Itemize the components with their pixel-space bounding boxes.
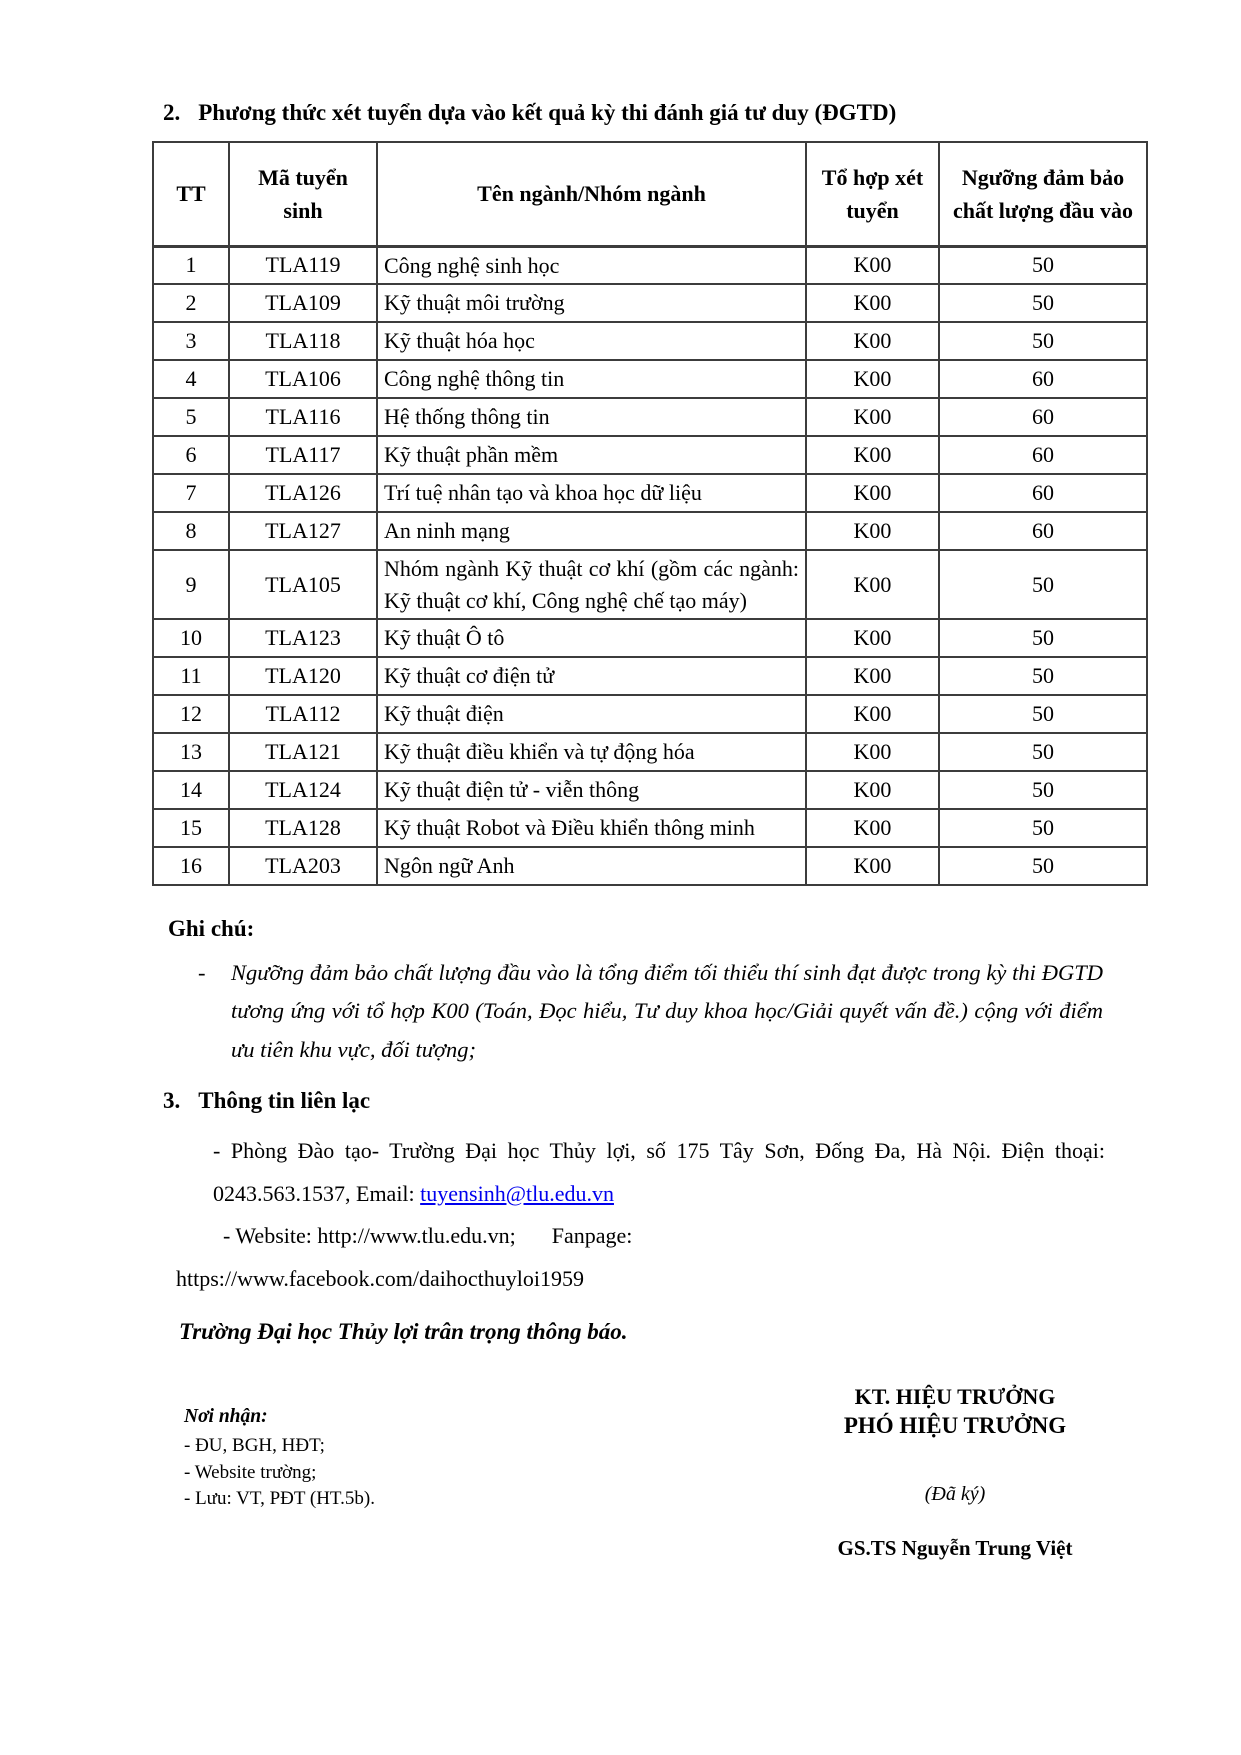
signatory-name: GS.TS Nguyễn Trung Việt bbox=[837, 1536, 1073, 1561]
exam-combination-cell: K00 bbox=[806, 847, 939, 885]
header-tt: TT bbox=[153, 142, 229, 246]
closing-statement: Trường Đại học Thủy lợi trân trọng thông báo. bbox=[179, 1319, 628, 1345]
section-2-number: 2. bbox=[163, 100, 181, 125]
table-row bbox=[153, 847, 1147, 885]
table-row bbox=[153, 322, 1147, 360]
row-index-cell: 12 bbox=[153, 695, 229, 733]
major-name-cell: Hệ thống thông tin bbox=[377, 398, 806, 436]
signature-block bbox=[790, 1383, 1120, 1561]
table-row bbox=[153, 657, 1147, 695]
exam-combination-cell: K00 bbox=[806, 695, 939, 733]
exam-combination-cell: K00 bbox=[806, 398, 939, 436]
contact-address-line bbox=[213, 1130, 1105, 1216]
row-index-cell: 14 bbox=[153, 771, 229, 809]
section-3-title: Thông tin liên lạc bbox=[198, 1087, 371, 1113]
exam-combination-cell: K00 bbox=[806, 322, 939, 360]
threshold-cell: 60 bbox=[939, 436, 1147, 474]
major-name-cell: Công nghệ thông tin bbox=[377, 360, 806, 398]
threshold-cell: 60 bbox=[939, 474, 1147, 512]
major-name-cell: Nhóm ngành Kỹ thuật cơ khí (gồm các ngành: Kỹ thuật cơ khí, Công nghệ chế tạo máy) bbox=[377, 550, 806, 620]
header-admission-code: Mã tuyển sinh bbox=[229, 142, 377, 246]
recipient-item: - Lưu: VT, PĐT (HT.5b). bbox=[184, 1488, 375, 1510]
threshold-cell: 50 bbox=[939, 847, 1147, 885]
exam-combination-cell: K00 bbox=[806, 550, 939, 620]
signature-title-line2: PHÓ HIỆU TRƯỞNG bbox=[843, 1413, 1067, 1439]
recipients-block bbox=[184, 1403, 375, 1513]
threshold-cell: 50 bbox=[939, 619, 1147, 657]
admission-code-cell: TLA105 bbox=[229, 550, 377, 620]
website-text: - Website: http://www.tlu.edu.vn; bbox=[223, 1223, 516, 1249]
threshold-cell: 60 bbox=[939, 512, 1147, 550]
exam-combination-cell: K00 bbox=[806, 246, 939, 284]
admission-code-cell: TLA109 bbox=[229, 284, 377, 322]
note-dash: - bbox=[198, 959, 206, 985]
exam-combination-cell: K00 bbox=[806, 619, 939, 657]
major-name-cell: Kỹ thuật điện bbox=[377, 695, 806, 733]
table-row bbox=[153, 771, 1147, 809]
major-name-cell: Kỹ thuật môi trường bbox=[377, 284, 806, 322]
footer bbox=[152, 1379, 1147, 1609]
table-row bbox=[153, 284, 1147, 322]
signed-note: (Đã ký) bbox=[924, 1483, 986, 1506]
major-name-cell: An ninh mạng bbox=[377, 512, 806, 550]
recipients-heading: Nơi nhận: bbox=[184, 1405, 268, 1427]
table-row bbox=[153, 246, 1147, 284]
table-row bbox=[153, 809, 1147, 847]
admission-code-cell: TLA117 bbox=[229, 436, 377, 474]
threshold-cell: 50 bbox=[939, 284, 1147, 322]
exam-combination-cell: K00 bbox=[806, 436, 939, 474]
exam-combination-cell: K00 bbox=[806, 657, 939, 695]
admission-table bbox=[152, 141, 1148, 886]
row-index-cell: 4 bbox=[153, 360, 229, 398]
section-3-heading bbox=[163, 1088, 1147, 1114]
row-index-cell: 15 bbox=[153, 809, 229, 847]
table-row bbox=[153, 619, 1147, 657]
row-index-cell: 7 bbox=[153, 474, 229, 512]
row-index-cell: 13 bbox=[153, 733, 229, 771]
admission-code-cell: TLA123 bbox=[229, 619, 377, 657]
section-2-heading bbox=[163, 100, 1147, 126]
threshold-cell: 50 bbox=[939, 550, 1147, 620]
threshold-cell: 50 bbox=[939, 771, 1147, 809]
exam-combination-cell: K00 bbox=[806, 360, 939, 398]
major-name-cell: Kỹ thuật hóa học bbox=[377, 322, 806, 360]
contact-facebook-line: https://www.facebook.com/daihocthuyloi1959 bbox=[176, 1266, 584, 1292]
admission-code-cell: TLA203 bbox=[229, 847, 377, 885]
exam-combination-cell: K00 bbox=[806, 512, 939, 550]
row-index-cell: 9 bbox=[153, 550, 229, 620]
email-link[interactable]: tuyensinh@tlu.edu.vn bbox=[420, 1180, 614, 1206]
header-exam-combination: Tổ hợp xét tuyển bbox=[806, 142, 939, 246]
admission-code-cell: TLA124 bbox=[229, 771, 377, 809]
major-name-cell: Kỹ thuật phần mềm bbox=[377, 436, 806, 474]
header-major-name: Tên ngành/Nhóm ngành bbox=[377, 142, 806, 246]
row-index-cell: 10 bbox=[153, 619, 229, 657]
major-name-cell: Kỹ thuật điều khiển và tự động hóa bbox=[377, 733, 806, 771]
major-name-cell: Kỹ thuật điện tử - viễn thông bbox=[377, 771, 806, 809]
threshold-cell: 50 bbox=[939, 695, 1147, 733]
threshold-cell: 60 bbox=[939, 360, 1147, 398]
major-name-cell: Ngôn ngữ Anh bbox=[377, 847, 806, 885]
row-index-cell: 2 bbox=[153, 284, 229, 322]
admission-code-cell: TLA126 bbox=[229, 474, 377, 512]
table-row bbox=[153, 733, 1147, 771]
exam-combination-cell: K00 bbox=[806, 771, 939, 809]
row-index-cell: 3 bbox=[153, 322, 229, 360]
major-name-cell: Kỹ thuật cơ điện tử bbox=[377, 657, 806, 695]
contact-address-text: - Phòng Đào tạo- Trường Đại học Thủy lợi, số 175 Tây Sơn, Đống Đa, Hà Nội. Điện thoại: 0243.563.1537, Email: bbox=[213, 1137, 1105, 1206]
table-body bbox=[153, 246, 1147, 885]
threshold-cell: 50 bbox=[939, 322, 1147, 360]
admission-code-cell: TLA118 bbox=[229, 322, 377, 360]
admission-code-cell: TLA116 bbox=[229, 398, 377, 436]
admission-code-cell: TLA121 bbox=[229, 733, 377, 771]
note-text: Ngưỡng đảm bảo chất lượng đầu vào là tổng điểm tối thiểu thí sinh đạt được trong kỳ thi ĐGTD tương ứng với tổ hợp K00 (Toán, Đọc hiểu, Tư duy khoa học/Giải quyết vấn đề.) cộng với điểm ưu tiên khu vực, đối tượng; bbox=[231, 959, 1103, 1063]
notes-heading: Ghi chú: bbox=[168, 915, 255, 941]
exam-combination-cell: K00 bbox=[806, 284, 939, 322]
row-index-cell: 16 bbox=[153, 847, 229, 885]
table-row bbox=[153, 360, 1147, 398]
exam-combination-cell: K00 bbox=[806, 809, 939, 847]
exam-combination-cell: K00 bbox=[806, 733, 939, 771]
recipient-item: - Website trường; bbox=[184, 1461, 317, 1483]
section-2-title: Phương thức xét tuyển dựa vào kết quả kỳ thi đánh giá tư duy (ĐGTD) bbox=[198, 100, 897, 125]
section-3-number: 3. bbox=[163, 1087, 181, 1113]
threshold-cell: 50 bbox=[939, 809, 1147, 847]
row-index-cell: 5 bbox=[153, 398, 229, 436]
table-row bbox=[153, 512, 1147, 550]
row-index-cell: 6 bbox=[153, 436, 229, 474]
threshold-cell: 50 bbox=[939, 246, 1147, 284]
recipient-item: - ĐU, BGH, HĐT; bbox=[184, 1434, 325, 1456]
table-row bbox=[153, 436, 1147, 474]
admission-code-cell: TLA106 bbox=[229, 360, 377, 398]
admission-code-cell: TLA127 bbox=[229, 512, 377, 550]
major-name-cell: Trí tuệ nhân tạo và khoa học dữ liệu bbox=[377, 474, 806, 512]
note-item bbox=[198, 954, 1103, 1070]
signature-title-line1: KT. HIỆU TRƯỞNG bbox=[854, 1383, 1056, 1409]
threshold-cell: 60 bbox=[939, 398, 1147, 436]
admission-code-cell: TLA120 bbox=[229, 657, 377, 695]
table-row bbox=[153, 550, 1147, 620]
exam-combination-cell: K00 bbox=[806, 474, 939, 512]
threshold-cell: 50 bbox=[939, 657, 1147, 695]
major-name-cell: Kỹ thuật Ô tô bbox=[377, 619, 806, 657]
contact-website-line bbox=[223, 1215, 1147, 1258]
header-quality-threshold: Ngưỡng đảm bảo chất lượng đầu vào bbox=[939, 142, 1147, 246]
row-index-cell: 8 bbox=[153, 512, 229, 550]
fanpage-label: Fanpage: bbox=[551, 1223, 633, 1249]
threshold-cell: 50 bbox=[939, 733, 1147, 771]
table-row bbox=[153, 398, 1147, 436]
table-row bbox=[153, 695, 1147, 733]
admission-code-cell: TLA112 bbox=[229, 695, 377, 733]
row-index-cell: 1 bbox=[153, 246, 229, 284]
table-row bbox=[153, 474, 1147, 512]
admission-code-cell: TLA128 bbox=[229, 809, 377, 847]
table-header-row bbox=[153, 142, 1147, 246]
major-name-cell: Công nghệ sinh học bbox=[377, 246, 806, 284]
admission-code-cell: TLA119 bbox=[229, 246, 377, 284]
row-index-cell: 11 bbox=[153, 657, 229, 695]
major-name-cell: Kỹ thuật Robot và Điều khiển thông minh bbox=[377, 809, 806, 847]
